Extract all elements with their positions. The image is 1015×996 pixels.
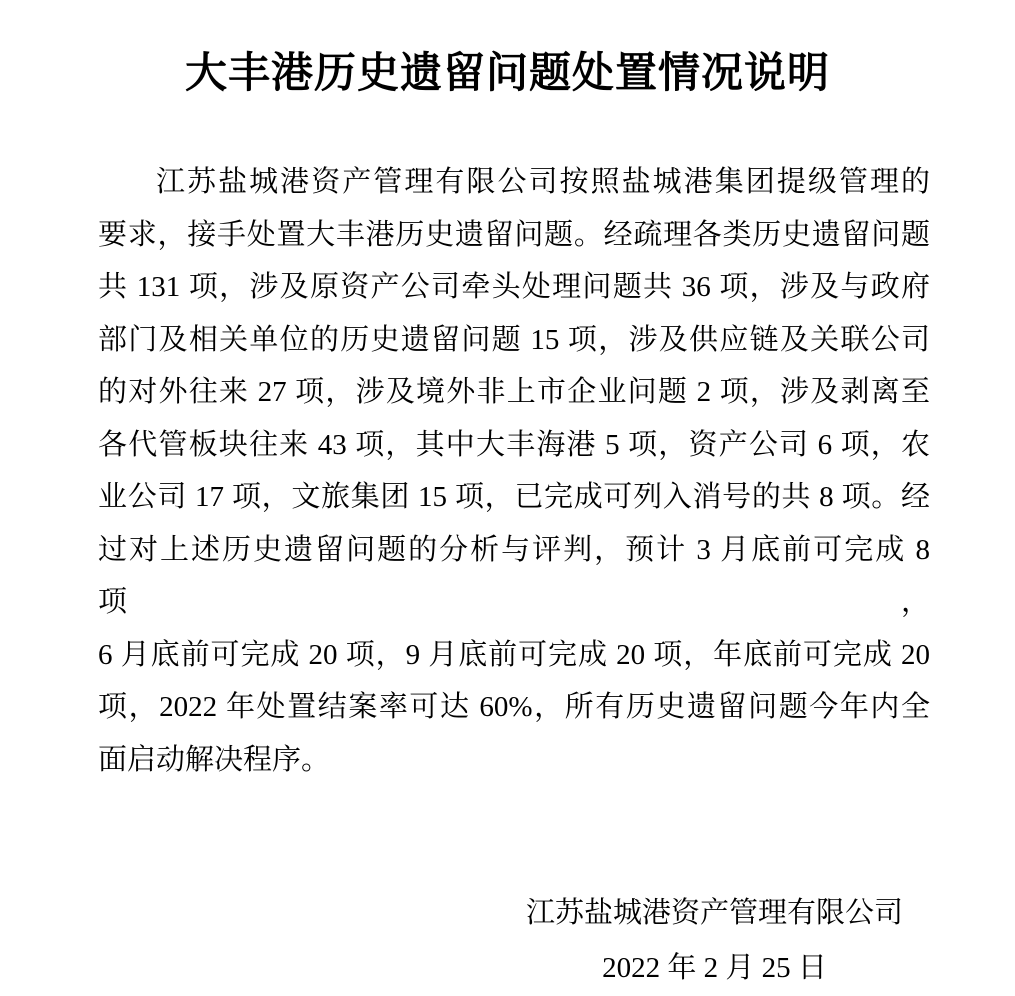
- paragraph-line: 各代管板块往来 43 项，其中大丰海港 5 项，资产公司 6 项，农: [98, 428, 930, 461]
- document-body: [98, 156, 930, 786]
- paragraph-line: 要求，接手处置大丰港历史遗留问题。经疏理各类历史遗留问题: [98, 218, 930, 251]
- paragraph-line: 的对外往来 27 项，涉及境外非上市企业问题 2 项，涉及剥离至: [98, 376, 930, 408]
- paragraph-line: 过对上述历史遗留问题的分析与评判，预计 3 月底前可完成 8 项，: [98, 533, 930, 618]
- paragraph-line: 6 月底前可完成 20 项，9 月底前可完成 20 项，年底前可完成 20: [98, 638, 930, 671]
- signature-block: [526, 886, 903, 996]
- document-title: 大丰港历史遗留问题处置情况说明: [184, 51, 830, 97]
- paragraph-line: 部门及相关单位的历史遗留问题 15 项，涉及供应链及关联公司: [98, 323, 930, 356]
- paragraph-line: 业公司 17 项，文旅集团 15 项，已完成可列入消号的共 8 项。经: [98, 481, 930, 513]
- paragraph-line: 项，2022 年处置结案率可达 60%，所有历史遗留问题今年内全: [98, 691, 930, 723]
- paragraph-line: 江苏盐城港资产管理有限公司按照盐城港集团提级管理的: [156, 166, 930, 198]
- paragraph-line: 面启动解决程序。: [98, 743, 331, 776]
- paragraph-line: 共 131 项，涉及原资产公司牵头处理问题共 36 项，涉及与政府: [98, 271, 930, 303]
- signature-date: 2022 年 2 月 25 日: [602, 952, 827, 984]
- signature-company: 江苏盐城港资产管理有限公司: [525, 897, 903, 929]
